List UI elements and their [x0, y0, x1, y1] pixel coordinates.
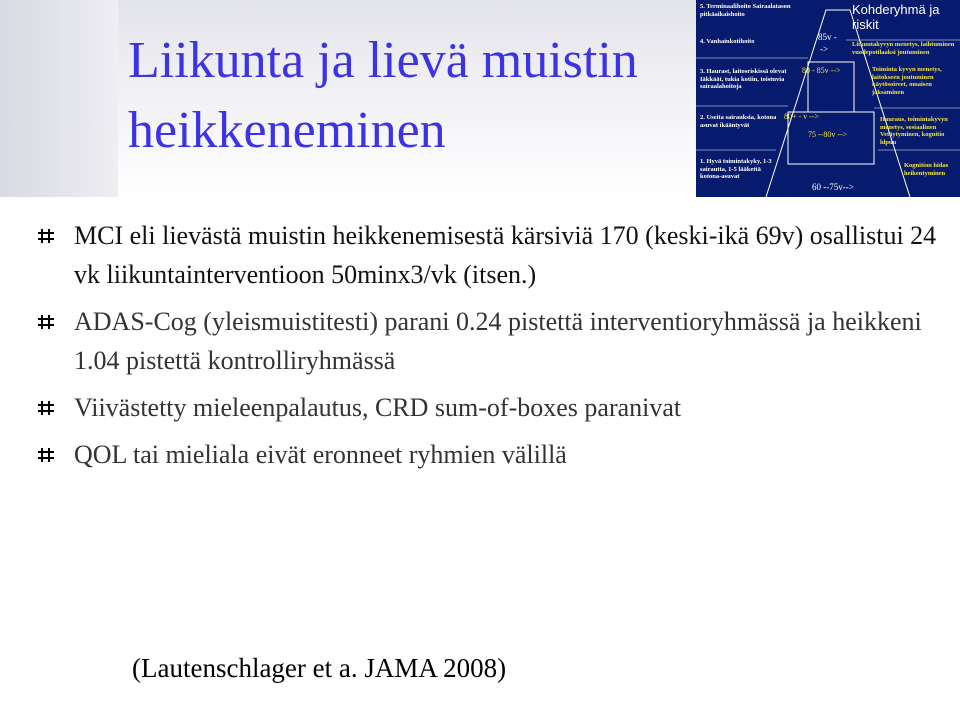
- hash-bullet-icon: [38, 314, 54, 330]
- slide-title-line-1: Liikunta ja lievä muistin: [128, 32, 638, 89]
- age-60-75: 60 --75v-->: [812, 182, 854, 192]
- care-pyramid-diagram: [696, 0, 960, 197]
- hash-bullet-icon: [38, 400, 54, 416]
- bullet-list: [38, 216, 938, 482]
- slide-title-line-2: heikkeneminen: [128, 102, 446, 159]
- risk-3: Hauraus, toimintakyvyn menetys, sosiaalinen Vetäytyminen, kognitio hlpuu: [880, 116, 948, 146]
- bullet-item: [38, 216, 938, 294]
- hash-bullet-icon: [38, 447, 54, 463]
- bullet-text: MCI eli lievästä muistin heikkenemisestä kärsiviä 170 (keski-ikä 69v) osallistui 24 vk liikuntainterventioon 50minx3/vk (itsen.): [74, 221, 937, 289]
- bullet-item: [38, 302, 938, 380]
- age-85-arrow: ->: [820, 44, 829, 54]
- age-75-80: 75 --80v -->: [808, 130, 848, 139]
- pyramid-level-2: 2. Useita sairauksia, kotona asuvat ikääntyvät: [700, 114, 777, 129]
- bullet-text: QOL tai mieliala eivät eronneet ryhmien välillä: [74, 440, 567, 469]
- age-80-plus: 80+ - v -->: [784, 112, 820, 121]
- risk-4: Kognition hidas heikentyminen: [904, 162, 949, 177]
- hash-bullet-icon: [38, 228, 54, 244]
- bullet-text: ADAS-Cog (yleismuistitesti) parani 0.24 pistettä interventioryhmässä ja heikkeni 1.04 pistettä kontrolliryhmässä: [74, 307, 922, 375]
- reference-citation: (Lautenschlager et a. JAMA 2008): [132, 653, 507, 683]
- bullet-item: [38, 435, 938, 474]
- risk-1: Liikuntakyvyn menetys, laihtuminen vuodepotilaaksi joutuminen: [852, 41, 955, 56]
- risk-2: Toiminta kyvyn menetys, laitokseen joutuminen käytösoireet, omaisen jaksaminen: [872, 66, 942, 96]
- bullet-text: Viivästetty mieleenpalautus, CRD sum-of-boxes paranivat: [74, 393, 682, 422]
- age-85: 85v -: [818, 32, 837, 42]
- slide-title: [128, 26, 688, 166]
- pyramid-level-1: 1. Hyvä toimintakyky, 1-3 sairautta, 1-5 lääkettä kotona-asuvat: [700, 158, 772, 180]
- target-group-title: Kohderyhmä ja riskit: [852, 2, 940, 32]
- pyramid-level-5: 5. Terminaalihoito Sairaalatason pitkäaikaishoito: [700, 3, 791, 18]
- pyramid-level-4: 4. Vanhainkotihoito: [700, 38, 755, 45]
- title-band-left-stripe: [0, 0, 118, 197]
- bullet-item: [38, 388, 938, 427]
- age-80-85: 80 - 85v -->: [802, 66, 841, 75]
- pyramid-level-3: 3. Haurast, laitosriskissä olevat Iäkkäät, tukia kotiin, toistuvia sairaalahoitoja: [700, 68, 787, 90]
